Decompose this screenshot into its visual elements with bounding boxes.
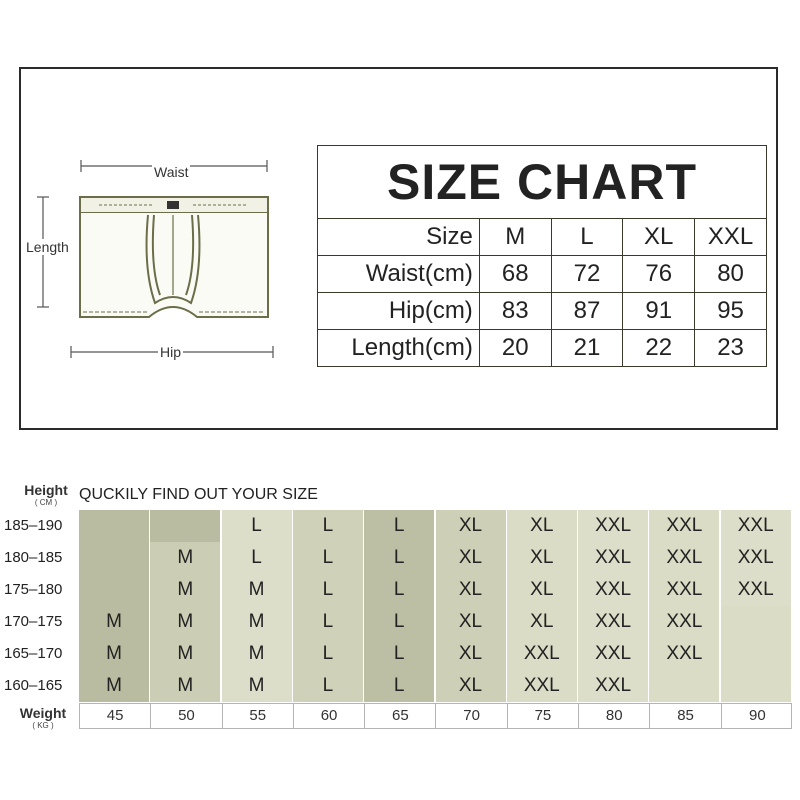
height-range-label: 175–180 bbox=[4, 581, 63, 598]
size-cell: L bbox=[364, 510, 434, 542]
size-header-row bbox=[318, 219, 767, 256]
size-cell bbox=[721, 670, 791, 702]
size-cell: XXL bbox=[721, 542, 791, 574]
size-header-cell: XL bbox=[623, 219, 695, 256]
length-label: Length bbox=[26, 239, 69, 255]
measurement-cell: 72 bbox=[551, 256, 623, 293]
size-cell: L bbox=[364, 670, 434, 702]
size-cell: XXL bbox=[578, 670, 648, 702]
size-cell: XXL bbox=[507, 670, 577, 702]
size-cell: XL bbox=[436, 606, 506, 638]
size-cell: L bbox=[293, 574, 363, 606]
measurement-cell: 23 bbox=[695, 330, 767, 367]
size-chart-title: SIZE CHART bbox=[318, 146, 767, 219]
size-cell: XXL bbox=[721, 574, 791, 606]
size-cell: M bbox=[150, 574, 220, 606]
size-cell: M bbox=[79, 606, 149, 638]
weight-value-cell: 85 bbox=[650, 704, 721, 728]
measurement-cell: 22 bbox=[623, 330, 695, 367]
size-cell: L bbox=[364, 638, 434, 670]
size-cell: L bbox=[293, 606, 363, 638]
row-label: Waist(cm) bbox=[318, 256, 480, 293]
size-cell: XXL bbox=[578, 638, 648, 670]
size-header-cell: L bbox=[551, 219, 623, 256]
size-cell: L bbox=[293, 510, 363, 542]
weight-value-cell: 90 bbox=[748, 707, 766, 724]
size-cell: XXL bbox=[649, 606, 719, 638]
size-cell: L bbox=[364, 574, 434, 606]
measurement-cell: 20 bbox=[479, 330, 551, 367]
weight-value-cell: 45 bbox=[80, 704, 151, 728]
size-cell: L bbox=[364, 606, 434, 638]
weight-value-cell: 50 bbox=[151, 704, 222, 728]
size-cell: M bbox=[79, 670, 149, 702]
size-cell: XL bbox=[436, 510, 506, 542]
measurement-cell: 80 bbox=[695, 256, 767, 293]
size-cell: M bbox=[222, 606, 292, 638]
row-label: Hip(cm) bbox=[318, 293, 480, 330]
size-cell: XXL bbox=[578, 574, 648, 606]
height-range-label: 180–185 bbox=[4, 549, 63, 566]
height-axis-label: Height bbox=[24, 482, 68, 498]
size-cell: XXL bbox=[578, 542, 648, 574]
size-header-cell: M bbox=[479, 219, 551, 256]
weight-value-cell: 55 bbox=[223, 704, 294, 728]
weight-value-cell: 80 bbox=[579, 704, 650, 728]
size-cell bbox=[150, 510, 220, 542]
measurement-cell: 83 bbox=[479, 293, 551, 330]
hip-label: Hip bbox=[160, 344, 182, 360]
measurement-cell: 87 bbox=[551, 293, 623, 330]
waist-label: Waist bbox=[154, 164, 189, 180]
size-cell: M bbox=[222, 574, 292, 606]
row-label: Length(cm) bbox=[318, 330, 480, 367]
size-cell: XL bbox=[507, 510, 577, 542]
size-cell bbox=[79, 574, 149, 606]
size-chart-title-row bbox=[318, 146, 767, 219]
height-range-label: 160–165 bbox=[4, 677, 63, 694]
weight-value-cell: 65 bbox=[365, 704, 436, 728]
length-row bbox=[318, 330, 767, 367]
height-range-label: 185–190 bbox=[4, 517, 63, 534]
size-cell bbox=[721, 638, 791, 670]
size-cell: XL bbox=[507, 542, 577, 574]
boxer-outline-icon bbox=[80, 197, 268, 317]
size-cell: XXL bbox=[649, 542, 719, 574]
size-cell: XL bbox=[507, 574, 577, 606]
size-cell bbox=[721, 606, 791, 638]
weight-axis-label: Weight bbox=[19, 705, 67, 721]
size-cell: XXL bbox=[649, 574, 719, 606]
weight-value-cell: 75 bbox=[508, 704, 579, 728]
height-range-label: 165–170 bbox=[4, 645, 63, 662]
size-cell: XXL bbox=[578, 510, 648, 542]
size-cell bbox=[79, 542, 149, 574]
size-cell: XL bbox=[507, 606, 577, 638]
size-cell: L bbox=[222, 542, 292, 574]
hip-row bbox=[318, 293, 767, 330]
size-cell: XL bbox=[436, 574, 506, 606]
size-cell: L bbox=[222, 510, 292, 542]
finder-title: QUCKILY FIND OUT YOUR SIZE bbox=[79, 486, 318, 503]
weight-row bbox=[79, 703, 792, 729]
height-unit-label: ( CM ) bbox=[34, 498, 58, 507]
size-cell: L bbox=[293, 542, 363, 574]
measurement-cell: 95 bbox=[695, 293, 767, 330]
size-header-cell: XXL bbox=[695, 219, 767, 256]
measurement-cell: 21 bbox=[551, 330, 623, 367]
measurement-cell: 76 bbox=[623, 256, 695, 293]
size-cell: XXL bbox=[649, 638, 719, 670]
size-cell: M bbox=[222, 670, 292, 702]
height-range-label: 170–175 bbox=[4, 613, 63, 630]
size-cell: M bbox=[150, 670, 220, 702]
size-cell: L bbox=[364, 542, 434, 574]
size-cell: M bbox=[150, 542, 220, 574]
size-chart-table bbox=[317, 145, 767, 367]
waist-row bbox=[318, 256, 767, 293]
size-cell: XL bbox=[436, 638, 506, 670]
size-cell: L bbox=[293, 638, 363, 670]
size-cell: M bbox=[222, 638, 292, 670]
size-cell bbox=[649, 670, 719, 702]
size-cell: XXL bbox=[649, 510, 719, 542]
weight-value-cell: 70 bbox=[437, 704, 508, 728]
size-header-label: Size bbox=[318, 219, 480, 256]
size-cell: XXL bbox=[507, 638, 577, 670]
measurement-cell: 91 bbox=[623, 293, 695, 330]
size-cell: XXL bbox=[578, 606, 648, 638]
size-cell: L bbox=[293, 670, 363, 702]
size-cell: XXL bbox=[721, 510, 791, 542]
weight-value-cell: 60 bbox=[294, 704, 365, 728]
weight-unit-label: ( KG ) bbox=[32, 721, 54, 730]
size-cell: M bbox=[150, 606, 220, 638]
size-cell bbox=[79, 510, 149, 542]
size-cell: XL bbox=[436, 670, 506, 702]
size-cell: XL bbox=[436, 542, 506, 574]
measurement-cell: 68 bbox=[479, 256, 551, 293]
size-cell: M bbox=[79, 638, 149, 670]
size-cell: M bbox=[150, 638, 220, 670]
